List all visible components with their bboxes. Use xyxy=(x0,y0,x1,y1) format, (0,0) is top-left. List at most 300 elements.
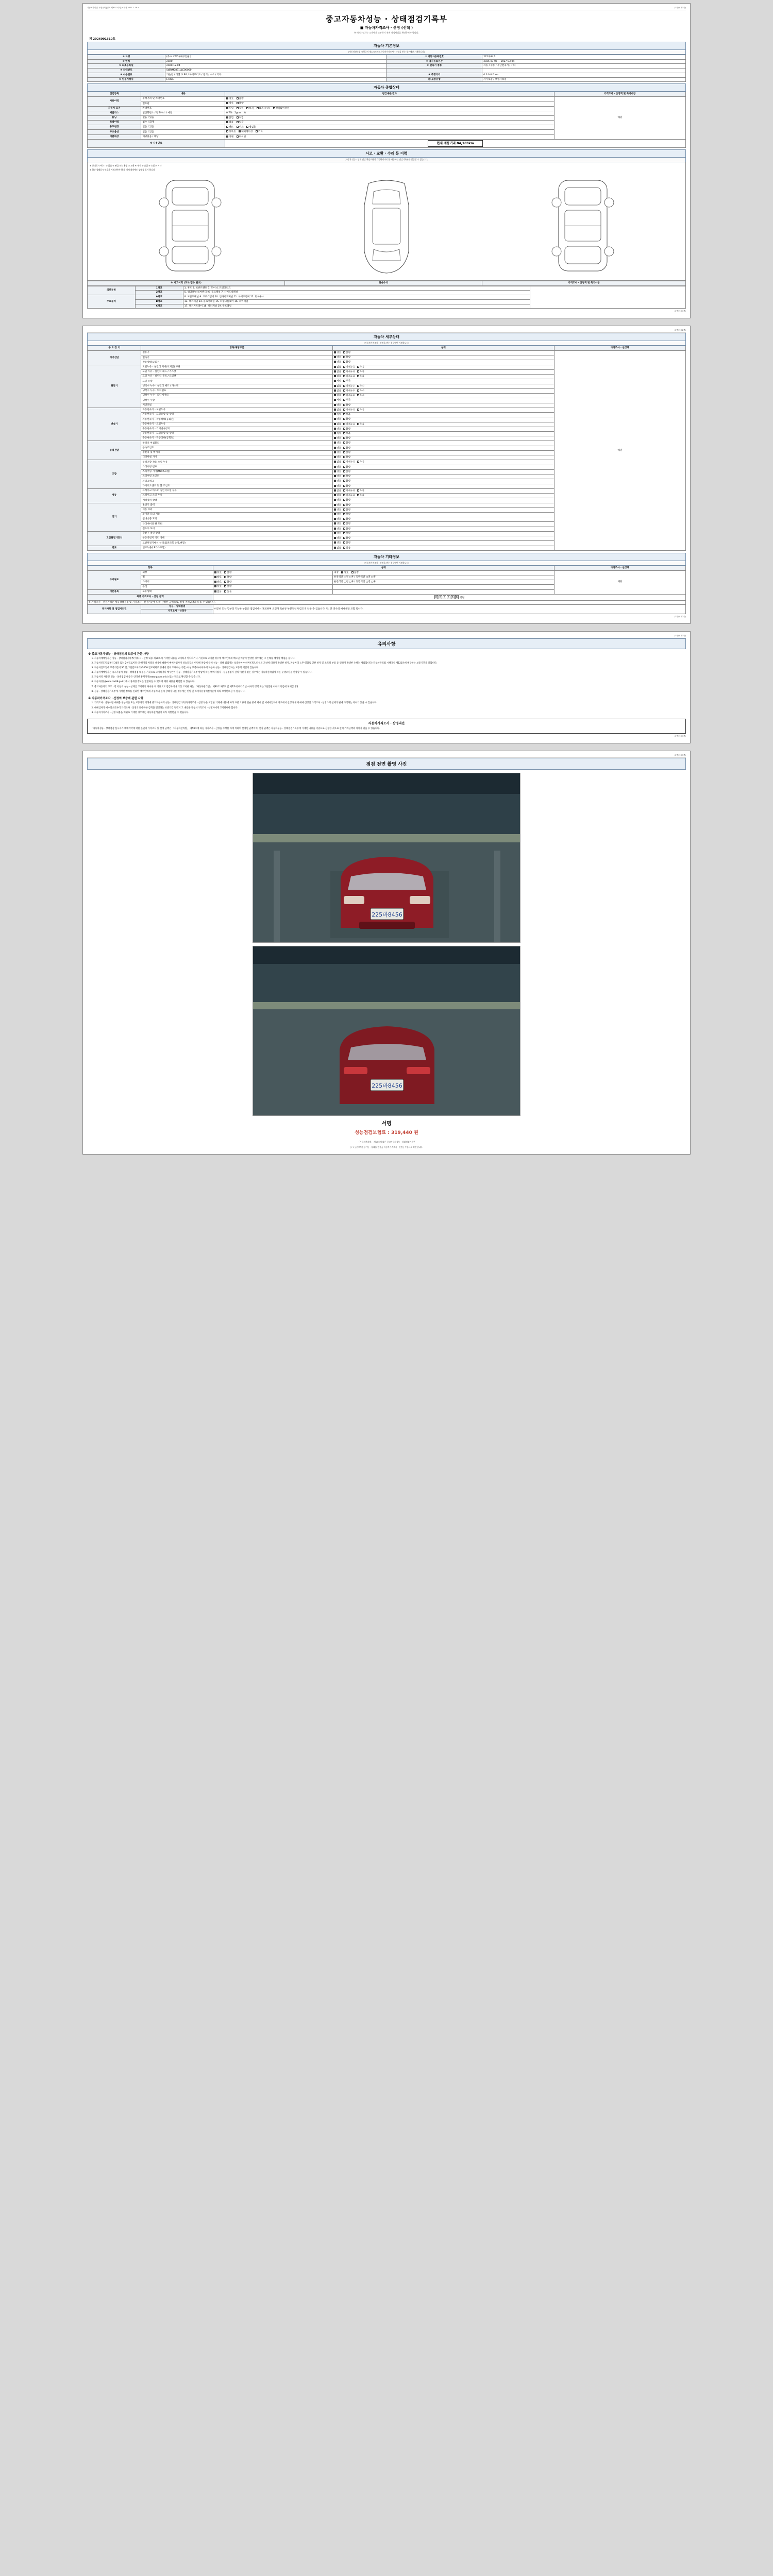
status-option-label: 없음 xyxy=(337,489,342,493)
panel-rank: A랭크 xyxy=(135,295,183,300)
photo-rear-svg xyxy=(253,946,520,1116)
row-category: 리콜대상 xyxy=(88,134,141,139)
status-options[interactable] xyxy=(333,474,554,479)
checkbox-icon[interactable] xyxy=(334,418,336,420)
checkbox-icon[interactable] xyxy=(343,385,345,387)
part-label: 디퍼렌셜 기어 xyxy=(141,455,333,460)
checkbox-icon[interactable] xyxy=(357,423,359,425)
etc-options[interactable]: 양호 불량 xyxy=(213,580,332,585)
table-row xyxy=(88,77,686,82)
checkbox-icon[interactable] xyxy=(343,370,345,372)
checkbox-icon[interactable] xyxy=(334,537,336,539)
status-options[interactable] xyxy=(333,432,554,436)
damage-diagram-area xyxy=(87,162,686,281)
part-label: 오일 유량 xyxy=(141,379,333,384)
status-options[interactable] xyxy=(333,484,554,488)
signature-band: 서명 xyxy=(381,1121,392,1127)
field-value: 225바84호 xyxy=(482,55,686,60)
col-header-price: 가격조사 · 산정액 및 특기사항 xyxy=(554,92,685,97)
status-options[interactable] xyxy=(333,408,554,412)
status-option-label: 양호 xyxy=(337,522,342,526)
checkbox-icon[interactable] xyxy=(334,447,336,449)
col-header-etc-item: 항목 xyxy=(88,566,213,570)
checkbox-icon[interactable] xyxy=(357,389,359,392)
checkbox-icon[interactable] xyxy=(343,380,345,382)
row-options[interactable]: 렌트 리스 영업용 xyxy=(225,125,554,130)
checkbox-icon[interactable] xyxy=(343,356,345,358)
list-item: 3. 자동차인도일에 보증기간이 30 일, 2천킬로미터 (2000 킬로미터로 중에서 먼저 도래하는 기간) 이상 보증하여야 하며 자동차 성능 · 상태점검자는 보증의 책임이 있습니다. xyxy=(94,667,686,670)
checkbox-icon[interactable] xyxy=(334,423,336,425)
checkbox-icon[interactable] xyxy=(357,394,359,396)
row-category: 튜닝 xyxy=(88,115,141,120)
status-option-label: 불량 xyxy=(346,475,351,478)
etc-category: 수리필요 xyxy=(88,570,141,589)
sheet-page-1 xyxy=(82,3,691,318)
field-label: ⑩ 원동기형식 xyxy=(88,77,165,82)
col-header-result: 점검내용/결과 xyxy=(225,92,554,97)
checkbox-icon[interactable] xyxy=(343,428,345,430)
table-row-special xyxy=(88,605,686,609)
checkbox-icon[interactable] xyxy=(343,409,345,411)
row-category: 자동차 표기 xyxy=(88,106,141,111)
status-options[interactable] xyxy=(333,536,554,541)
status-option-label: 양호 xyxy=(337,351,342,354)
photo-grid xyxy=(87,773,686,1116)
checkbox-icon[interactable] xyxy=(334,351,336,353)
etc-item: 외장 xyxy=(141,570,213,575)
checkbox-icon[interactable] xyxy=(334,385,336,387)
status-option-label: 없음 xyxy=(337,375,342,378)
row-item: 없음 / 있음 xyxy=(141,115,225,120)
checkbox-icon[interactable] xyxy=(334,513,336,515)
checkbox-icon[interactable] xyxy=(357,375,359,377)
device-group-label: 동력전달 xyxy=(88,441,141,460)
status-option-label: 누유 xyxy=(360,489,365,493)
part-label: 오일 누유 - 실린더 헤드 / 가스켓 xyxy=(141,369,333,374)
etc-info-table xyxy=(87,566,686,614)
simple-repair-label: 단순수리 xyxy=(285,281,482,285)
status-options[interactable] xyxy=(333,494,554,498)
status-options[interactable] xyxy=(333,375,554,379)
form-legal-ref: 자동차관리법 시행규칙 [별지 제82호서식] <개정 2021.1.19.> xyxy=(87,7,140,9)
status-options[interactable] xyxy=(333,469,554,474)
status-options[interactable] xyxy=(333,427,554,431)
status-option-label: 불량 xyxy=(346,470,351,473)
status-option-label: 미세누수 xyxy=(346,394,356,397)
row-values: 0.7% 2ppm % xyxy=(225,111,554,115)
section-band-detail: 자동차 세부상태 xyxy=(87,333,686,341)
checkbox-icon[interactable] xyxy=(334,370,336,372)
field-value: 자동 / 수동 / 무단변속기 / 기타 xyxy=(482,64,686,69)
checkbox-icon[interactable] xyxy=(334,394,336,396)
checkbox-icon[interactable] xyxy=(343,513,345,515)
price-note-label: 가격조사 · 산정액 및 특기사항 xyxy=(482,281,686,285)
checkbox-icon[interactable] xyxy=(343,432,345,434)
part-label: 라디에이터 팬 모터 xyxy=(141,522,333,527)
etc-options-2[interactable]: 운전석전 □전 □후 / 동반석전 □전 □후 xyxy=(332,575,554,580)
status-option-label: 양호 xyxy=(337,499,342,502)
checkbox-icon[interactable] xyxy=(334,475,336,477)
photo-section-band: 점검 전면 촬영 사진 xyxy=(87,758,686,770)
status-options[interactable] xyxy=(333,460,554,465)
checkbox-icon[interactable] xyxy=(334,451,336,453)
checkbox-icon[interactable] xyxy=(343,518,345,520)
table-row-total xyxy=(88,594,686,600)
checkbox-icon[interactable] xyxy=(343,437,345,439)
row-category: 특별이력 xyxy=(88,120,141,125)
checkbox-icon[interactable] xyxy=(343,361,345,363)
checkbox-icon[interactable] xyxy=(334,389,336,392)
price-opinion-text: 「자동차성능 · 상태점검 실시자가 매매계약에 대한 본인의 가격조사 및 산정 금액은 「자동차관리법」 제58조에 따른 가격조사 · 산정을 수행한 자에 의하여 산정된 금액이며, 산정 금액은 자동차성능 · 상태점검기록부에 기재된 내용을 기준으로 산정한 것으로 실제 거래금액과 차이가 있을 수 있습니다. xyxy=(91,727,380,731)
row-options[interactable]: 불법 적법 xyxy=(225,115,554,120)
list-item: 5. 자동차의 사용본 성능 · 상태점검 내용은 인터넷 홈페이지(www.gacar.or.kr) 또는 전화로 확인할 수 있습니다. xyxy=(94,676,686,680)
status-options[interactable] xyxy=(333,369,554,374)
checkbox-icon[interactable] xyxy=(343,366,345,368)
checkbox-icon[interactable] xyxy=(343,404,345,406)
sheet-header-strip-2 xyxy=(87,329,686,333)
table-header-row xyxy=(88,281,686,285)
field-label: ⑪ 보증유형 xyxy=(386,77,482,82)
status-options[interactable] xyxy=(333,355,554,360)
part-label: 스티어링 조인트 xyxy=(141,474,333,479)
status-option-label: 부족 xyxy=(346,432,351,435)
status-option-label: 양호 xyxy=(337,428,342,431)
checkbox-icon[interactable] xyxy=(334,366,336,368)
status-options[interactable] xyxy=(333,455,554,460)
checkbox-icon[interactable] xyxy=(334,480,336,482)
checkbox-icon[interactable] xyxy=(334,485,336,487)
part-label: 냉각수 누수 - 라디에이터 xyxy=(141,394,333,398)
price-opinion-title: 자동차가격조사 · 산정의견 xyxy=(368,722,405,726)
checkbox-icon[interactable] xyxy=(334,437,336,439)
table-row xyxy=(88,97,686,101)
status-options[interactable] xyxy=(333,422,554,427)
checkbox-icon[interactable] xyxy=(334,356,336,358)
status-options[interactable] xyxy=(333,360,554,365)
status-options[interactable] xyxy=(333,527,554,531)
checkbox-icon[interactable] xyxy=(334,489,336,492)
status-options[interactable] xyxy=(333,512,554,517)
notice-title: 유의사항 xyxy=(87,638,686,649)
total-digits: 0 0 0 0 0 0 xyxy=(435,596,458,599)
status-options[interactable] xyxy=(333,541,554,546)
status-option-label: 불량 xyxy=(346,361,351,364)
mileage-value-cell xyxy=(225,139,686,148)
checkbox-icon[interactable] xyxy=(334,380,336,382)
table-row-total-note xyxy=(88,600,686,605)
status-option-label: 양호 xyxy=(337,456,342,459)
checkbox-icon[interactable] xyxy=(357,494,359,496)
checkbox-icon[interactable] xyxy=(357,385,359,387)
car-diagrams xyxy=(90,172,683,278)
row-item: 번호판 xyxy=(141,101,225,106)
status-option-label: 미세누유 xyxy=(346,366,356,369)
checkbox-icon[interactable] xyxy=(343,413,345,415)
status-options[interactable] xyxy=(333,503,554,507)
checkbox-icon[interactable] xyxy=(334,470,336,472)
checkbox-icon[interactable] xyxy=(343,537,345,539)
list-item: 3. 자동차가격조사 · 산정 내용을 허위로 기재한 경우에는 자동차관리법에 따라 처벌받을 수 있습니다. xyxy=(94,711,686,715)
status-options[interactable] xyxy=(333,546,554,550)
status-options[interactable] xyxy=(333,394,554,398)
status-options[interactable] xyxy=(333,436,554,441)
checkbox-icon[interactable] xyxy=(334,547,336,549)
status-option-label: 누유 xyxy=(360,366,365,369)
list-item: 2. 매매업자가 매수인으로부터 가격조사 · 산정의뢰에 따른 금액을 결정하는 보증기간 전까지 그 내용을 자동차가격조사 · 산정자에게 고지하여야 합니다. xyxy=(94,707,686,710)
field-value: (주-V 4WD (내부인물 ) xyxy=(165,55,386,60)
checkbox-icon[interactable] xyxy=(334,504,336,506)
checkbox-icon[interactable] xyxy=(343,418,345,420)
status-option-label: 미세누유 xyxy=(346,461,356,464)
etc-item: 보유상태 xyxy=(141,589,213,594)
field-value: L78SE xyxy=(165,77,386,82)
etc-options[interactable]: 양호 불량 xyxy=(213,585,332,589)
checkbox-icon[interactable] xyxy=(334,432,336,434)
price-opinion-box xyxy=(87,719,686,733)
total-label: 최종 가격조사 · 산정 금액 xyxy=(88,594,213,600)
status-options[interactable] xyxy=(333,488,554,493)
status-option-label: 양호 xyxy=(337,404,342,407)
part-label: 오일 누유 - 실린더 블록 / 오일팬 xyxy=(141,375,333,379)
checkbox-icon[interactable] xyxy=(343,447,345,449)
list-item: 1. 가격조사 · 산정이란 매매용 성능기준 또는 보증가의 이래에 중고자동차의 성능 · 상태점검기록부(가격조사 · 산정 부분 포함한 기재에 내용에 따라 표준 오류가 단순 중에 제시 및 매매사업자에 자료에서 산정가 위해 매매 신청인 가격조사 · 산정가의 실제가 판매 가격과는 차이가 있을 수 있습니다. xyxy=(94,702,686,705)
checkbox-icon[interactable] xyxy=(334,461,336,463)
checkbox-icon[interactable] xyxy=(334,499,336,501)
field-label: ③ 연식 xyxy=(88,59,165,64)
status-option-label: 부족 xyxy=(346,399,351,402)
accident-history-label: ※ 사고이력 (교차/접수 필요) xyxy=(88,281,285,285)
row-item: 일산화탄소 / 탄화수소 / 매연 xyxy=(141,111,225,115)
page-indicator-4: (3쪽중 제3쪽) xyxy=(674,754,686,756)
col-header-part: 항목/해당부품 xyxy=(141,346,333,351)
checkbox-icon[interactable] xyxy=(343,532,345,534)
part-label: 시동 모터 xyxy=(141,507,333,512)
field-label: ⑨ 주행거리 xyxy=(386,73,482,77)
status-option-label: 불량 xyxy=(346,532,351,535)
etc-options-2[interactable]: 내장 양호 불량 xyxy=(332,570,554,575)
status-option-label: 불량 xyxy=(346,437,351,440)
document-number: 제 2026001510호 xyxy=(89,38,115,41)
status-options[interactable] xyxy=(333,351,554,355)
checkbox-icon[interactable] xyxy=(343,375,345,377)
diagram-legend-top: ※ 상태표시 부호 : ① 없음 ② 판금 또는 용접 ③ 교환 ④ 부식 ⑤ 흠집 ⑥ 요철 ⑦ 기타 xyxy=(90,164,162,167)
page-indicator-1: (3쪽중 제1쪽) xyxy=(674,7,686,9)
etc-options[interactable]: 없음 있음 xyxy=(213,589,332,594)
checkbox-icon[interactable] xyxy=(334,409,336,411)
row-options[interactable]: 이행 미이행 xyxy=(225,134,554,139)
part-label: 동력조향 작동 오일 누유 xyxy=(141,460,333,465)
notice-list-2 xyxy=(94,702,686,715)
status-option-label: 불량 xyxy=(346,451,351,454)
checkbox-icon[interactable] xyxy=(343,389,345,392)
row-options[interactable]: 동일 상이 부식 훼손(오손) 상이확인불가 xyxy=(225,106,554,111)
status-options[interactable] xyxy=(333,403,554,408)
etc-item: 유리 xyxy=(141,585,213,589)
checkbox-icon[interactable] xyxy=(343,485,345,487)
table-row xyxy=(88,59,686,64)
status-option-label: 양호 xyxy=(337,470,342,473)
checkbox-icon[interactable] xyxy=(357,489,359,492)
detail-body xyxy=(88,351,686,551)
checkbox-icon[interactable] xyxy=(343,442,345,444)
checkbox-icon[interactable] xyxy=(343,547,345,549)
device-group-label: 자기진단 xyxy=(88,351,141,365)
status-options[interactable] xyxy=(333,379,554,384)
diagram-legend-sub: ※ 하단 상태표시 부호가 기재되어야 하며, 기재 위치에도 상태를 표기 합니다 xyxy=(90,168,155,171)
status-option-label: 양호 xyxy=(337,418,342,421)
status-option-label: 미세누유 xyxy=(346,375,356,378)
section-band-basic: 자동차 기본정보 xyxy=(87,42,686,50)
part-label: 연료누출(LP가스포함) xyxy=(141,546,333,550)
status-options[interactable] xyxy=(333,531,554,536)
checkbox-icon[interactable] xyxy=(334,518,336,520)
status-options[interactable] xyxy=(333,417,554,422)
checkbox-icon[interactable] xyxy=(334,404,336,406)
status-option-label: 미세누유 xyxy=(346,370,356,374)
status-options[interactable] xyxy=(333,517,554,522)
photo-front-svg xyxy=(253,773,520,943)
part-label: 충전구 절연 상태 xyxy=(141,531,333,536)
row-item: 침수 / 화재 xyxy=(141,120,225,125)
checkbox-icon[interactable] xyxy=(357,409,359,411)
checkbox-icon[interactable] xyxy=(334,428,336,430)
checkbox-icon[interactable] xyxy=(343,504,345,506)
row-options[interactable]: 없음 있음 xyxy=(225,120,554,125)
table-header-row xyxy=(88,92,686,97)
status-option-label: 불량 xyxy=(346,522,351,526)
checkbox-icon[interactable] xyxy=(343,451,345,453)
checkbox-icon[interactable] xyxy=(343,399,345,401)
etc-options[interactable]: 양호 불량 xyxy=(213,570,332,575)
row-category: 용도변경 xyxy=(88,125,141,130)
svg-text:225바8456: 225바8456 xyxy=(372,911,402,918)
checkbox-icon[interactable] xyxy=(343,394,345,396)
checkbox-icon[interactable] xyxy=(357,366,359,368)
status-options[interactable] xyxy=(333,498,554,503)
checkbox-icon[interactable] xyxy=(334,399,336,401)
row-options[interactable]: 양호 불량 xyxy=(225,101,554,106)
checkbox-icon[interactable] xyxy=(343,475,345,477)
checkbox-icon[interactable] xyxy=(334,456,336,458)
status-option-label: 없음 xyxy=(337,385,342,388)
status-option-label: 불량 xyxy=(346,537,351,540)
checkbox-icon[interactable] xyxy=(334,494,336,496)
status-option-label: 누유 xyxy=(360,370,365,374)
status-option-label: 양호 xyxy=(337,451,342,454)
status-options[interactable] xyxy=(333,441,554,446)
status-option-label: 양호 xyxy=(337,541,342,545)
checkbox-icon[interactable] xyxy=(343,528,345,530)
status-options[interactable] xyxy=(333,446,554,450)
checkbox-icon[interactable] xyxy=(343,522,345,524)
checkbox-icon[interactable] xyxy=(343,499,345,501)
checkbox-icon[interactable] xyxy=(334,541,336,544)
checkbox-icon[interactable] xyxy=(334,528,336,530)
section-band-accident: 사고 · 교환 · 수리 등 이력 xyxy=(87,149,686,158)
status-options[interactable] xyxy=(333,398,554,403)
status-option-label: 누유 xyxy=(360,494,365,497)
vehicle-photo-rear xyxy=(253,946,520,1116)
checkbox-icon[interactable] xyxy=(343,423,345,425)
part-label: 파워크랭크 xyxy=(141,479,333,484)
section-note-accident: (자동차 성능 · 상태 점검 책임보험에 가입하지 아니한 자동차는 점검기록부를 발급할 수 없습니다) xyxy=(87,158,686,162)
table-row xyxy=(88,73,686,77)
checkbox-icon[interactable] xyxy=(343,541,345,544)
checkbox-icon[interactable] xyxy=(334,466,336,468)
part-label: 자동변속기 - 오일누유 xyxy=(141,408,333,412)
row-item: 주행거리 및 차대번호 xyxy=(141,97,225,101)
checkbox-icon[interactable] xyxy=(334,522,336,524)
checkbox-icon[interactable] xyxy=(334,509,336,511)
table-header-row xyxy=(88,346,686,351)
status-options[interactable] xyxy=(333,450,554,455)
row-options[interactable]: 양호 불량 xyxy=(225,97,554,101)
checkbox-icon[interactable] xyxy=(343,489,345,492)
panel-group-label: 외판부위 xyxy=(88,286,136,295)
section-note-basic: (자동차관리법 시행규칙 제120조의2 자동차가격조사 · 산정을 받는 경우에만 기재합니다) xyxy=(87,50,686,55)
checkbox-icon[interactable] xyxy=(343,480,345,482)
status-option-label: 양호 xyxy=(337,466,342,469)
part-label: 냉각수 수량 xyxy=(141,398,333,403)
panel-rank-table xyxy=(87,286,686,309)
status-options[interactable] xyxy=(333,413,554,417)
page-title: 중고자동차성능 · 상태점검기록부 xyxy=(325,14,447,24)
checkbox-icon[interactable] xyxy=(334,413,336,415)
checkbox-icon[interactable] xyxy=(343,351,345,353)
checkbox-icon[interactable] xyxy=(343,494,345,496)
status-options[interactable] xyxy=(333,507,554,512)
checkbox-icon[interactable] xyxy=(343,461,345,463)
status-option-label: 불량 xyxy=(346,485,351,488)
checkbox-icon[interactable] xyxy=(334,375,336,377)
status-options[interactable] xyxy=(333,388,554,393)
status-options[interactable] xyxy=(333,465,554,469)
checkbox-icon[interactable] xyxy=(343,456,345,458)
status-option-label: 양호 xyxy=(337,504,342,507)
checkbox-icon[interactable] xyxy=(357,370,359,372)
status-option-label: 양호 xyxy=(337,485,342,488)
status-options[interactable] xyxy=(333,522,554,527)
checkbox-icon[interactable] xyxy=(334,361,336,363)
part-label: 자동변속기 - 오일유량 및 상태 xyxy=(141,413,333,417)
section-band-etc: 자동차 기타정보 xyxy=(87,553,686,561)
row-options[interactable]: 선루프 내비게이션 기타 xyxy=(225,130,554,134)
section-band-overall: 자동차 종합상태 xyxy=(87,83,686,92)
checkbox-icon[interactable] xyxy=(357,461,359,463)
status-options[interactable] xyxy=(333,384,554,388)
status-options[interactable] xyxy=(333,479,554,484)
checkbox-icon[interactable] xyxy=(343,466,345,468)
part-label: 배력장치 상태 xyxy=(141,498,333,503)
panel-rank: 2랭크 xyxy=(135,291,183,295)
checkbox-icon[interactable] xyxy=(343,470,345,472)
notice-section-1-title: ※ 중고자동차성능 · 상태점검의 보증에 관한 사항 xyxy=(88,652,149,656)
photo-footer-note-1: 「자동차관리법」 제58조에 따른 중고자동차성능 · 상태점검기록부 xyxy=(358,1140,415,1143)
status-option-label: 미세누유 xyxy=(346,494,356,497)
checkbox-icon[interactable] xyxy=(334,532,336,534)
panel-rank: C랭크 xyxy=(135,304,183,309)
status-option-label: 누수 xyxy=(360,389,365,393)
checkbox-icon[interactable] xyxy=(343,509,345,511)
etc-options-2[interactable]: 운전석전 □전 □후 / 동반석전 □전 □후 xyxy=(332,580,554,585)
part-label: 변속기 xyxy=(141,355,333,360)
checkbox-icon[interactable] xyxy=(334,442,336,444)
etc-options[interactable]: 양호 불량 xyxy=(213,575,332,580)
special-sub-label-1: 성능 · 상태점검 xyxy=(141,605,213,609)
section-note-etc: (자동차가격조사 · 산정을 받는 경우에만 기재합니다) xyxy=(87,561,686,566)
status-options[interactable] xyxy=(333,365,554,369)
row-item: 해당없음 / 해당 xyxy=(141,134,225,139)
